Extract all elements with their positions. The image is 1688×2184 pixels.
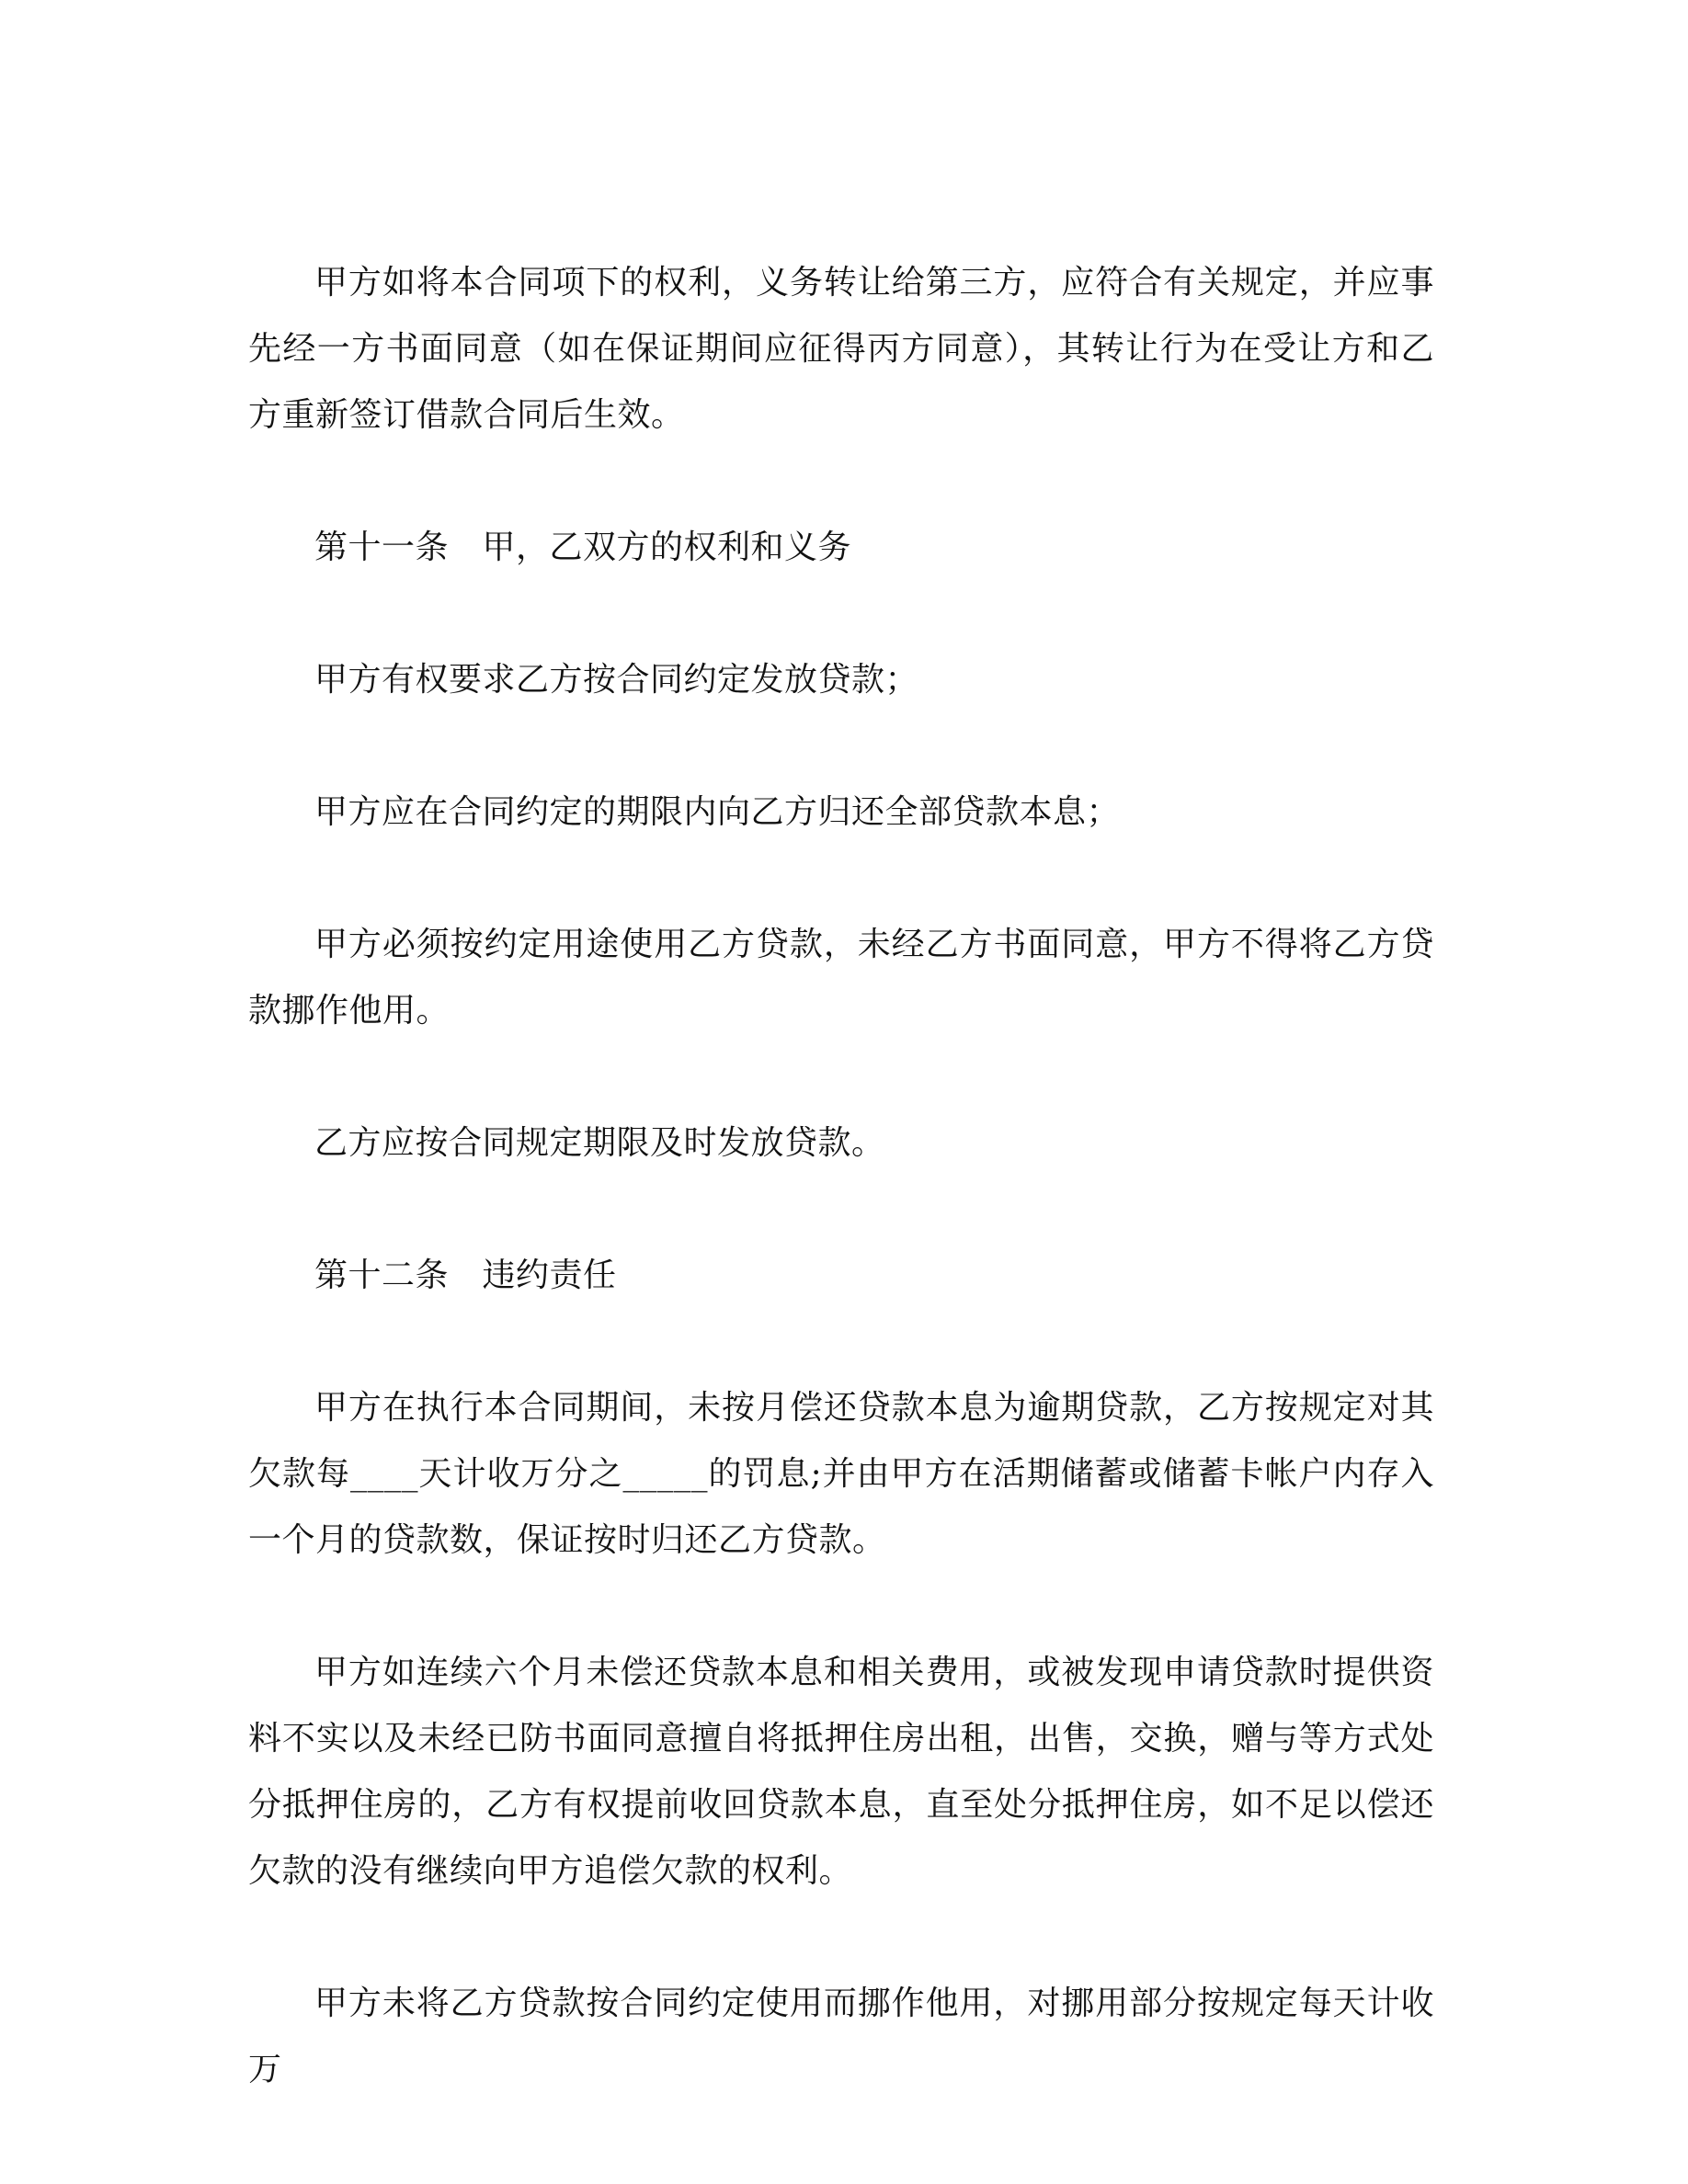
paragraph-spacer [248,581,1434,647]
article-12-heading: 第十二条 违约责任 [314,1257,617,1294]
paragraph-spacer [248,1905,1434,1971]
paragraph-transfer-rights: 甲方如将本合同项下的权利，义务转让给第三方，应符合有关规定，并应事先经一方书面同意（如在保证期间应征得丙方同意），其转让行为在受让方和乙方重新签订借款合同后生效。 [248,264,1434,434]
paragraph-overdue-penalty: 甲方在执行本合同期间，未按月偿还贷款本息为逾期贷款，乙方按规定对其欠款每____天计收万分之_____的罚息;并由甲方在活期储蓄或储蓄卡帐户内存入一个月的贷款数，保证按时归还乙方贷款。 [248,1389,1434,1559]
paragraph-misuse-penalty: 甲方未将乙方贷款按合同约定使用而挪作他用，对挪用部分按规定每天计收万 [248,1985,1434,2088]
paragraph-spacer [248,846,1434,912]
paragraph-lender-duty: 乙方应按合同规定期限及时发放贷款。 [314,1124,885,1162]
paragraph-spacer [248,1574,1434,1640]
paragraph-usage-restriction: 甲方必须按约定用途使用乙方贷款，未经乙方书面同意，甲方不得将乙方贷款挪作他用。 [248,926,1434,1029]
paragraph-spacer [248,1177,1434,1243]
paragraph-right-to-loan: 甲方有权要求乙方按合同约定发放贷款； [314,661,919,699]
article-11-heading: 第十一条 甲，乙双方的权利和义务 [314,529,852,566]
document-page [248,250,1434,2103]
paragraph-spacer [248,713,1434,779]
paragraph-repayment-duty: 甲方应在合同约定的期限内向乙方归还全部贷款本息； [314,793,1121,831]
paragraph-spacer [248,1044,1434,1110]
paragraph-spacer [248,1309,1434,1375]
paragraph-default-recovery: 甲方如连续六个月未偿还贷款本息和相关费用，或被发现申请贷款时提供资料不实以及未经已防书面同意擅自将抵押住房出租，出售，交换，赠与等方式处分抵押住房的，乙方有权提前收回贷款本息，直至处分抵押住房，如不足以偿还欠款的没有继续向甲方追偿欠款的权利。 [248,1654,1434,1890]
paragraph-spacer [248,449,1434,515]
